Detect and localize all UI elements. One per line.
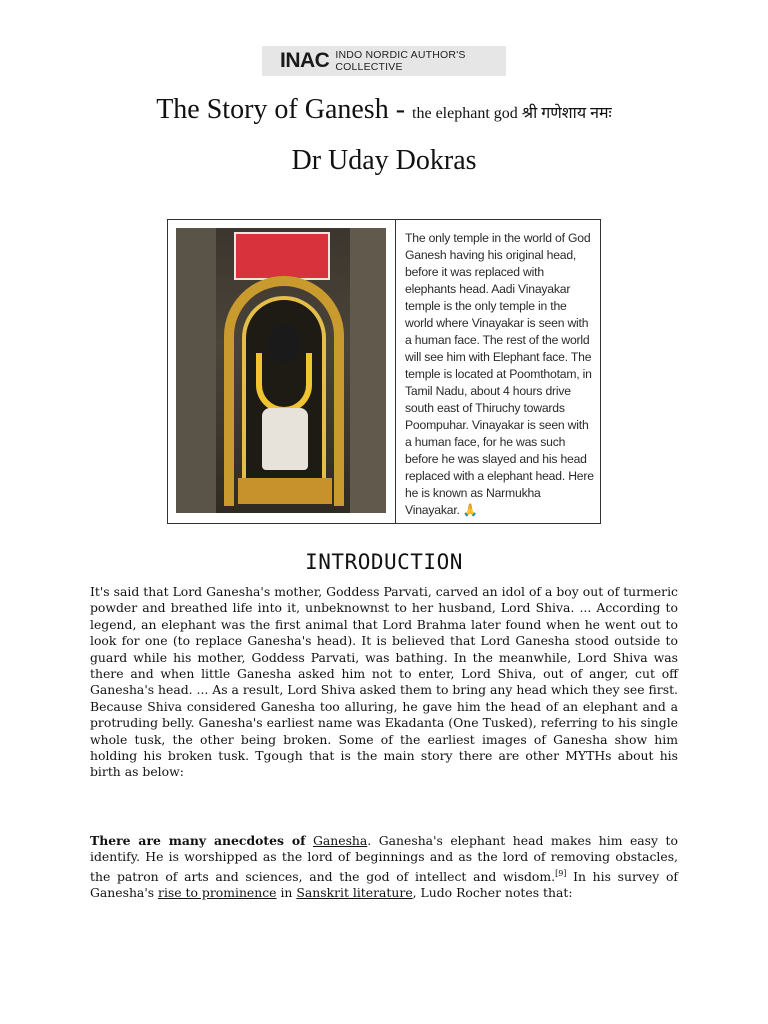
title-subtitle: the elephant god श्री गणेशाय नमः (412, 105, 612, 122)
shrine-base (238, 478, 332, 504)
para2-text-1: . Ganesha's elephant head makes him easy to identify. He is worshipped as the lord of beginnings and as the lord of removing obstacles, the patron of arts and sciences, and the god of intellect and wisdom. (90, 833, 678, 884)
title-main: The Story of Ganesh - (156, 94, 413, 125)
para2-text-3: in (276, 885, 297, 901)
temple-photo (176, 228, 386, 513)
reference-link-9[interactable]: [9] (555, 868, 567, 878)
para2-text-2: In his survey of Ganesha's (90, 868, 678, 901)
logo-mark: INAC (280, 49, 330, 72)
intro-paragraph: It's said that Lord Ganesha's mother, Goddess Parvati, carved an idol of a boy out of turmeric powder and breathed life into it, unbeknownst to her husband, Lord Shiva. ... According to legend, an elephant was the first animal that Lord Brahma later found when he went out to look for one (to replace Ganesha's head). It is believed that Lord Ganesha stood outside to guard while his mother, Goddess Parvati, was bathing. In the meanwhile, Lord Shiva was there and when little Ganesha asked him not to enter, Lord Shiva, out of anger, cut off Ganesha's head. ... As a result, Lord Shiva asked them to bring any head which they see first. Because Shiva considered Ganesha too alluring, he gave him the head of an elephant and a protruding belly. Ganesha's earliest name was Ekadanta (One Tusked), referring to his single whole tusk, the other being broken. Some of the earliest images of Ganesha show him holding his broken tusk. Tgough that is the main story there are other MYTHs about his birth as below: (90, 584, 678, 780)
introduction-heading: INTRODUCTION (305, 550, 463, 574)
figure-divider (395, 220, 396, 523)
photo-wall-right (350, 228, 386, 513)
anecdotes-bold-lead: There are many anecdotes of (90, 833, 306, 848)
praying-hands-icon: 🙏 (462, 503, 478, 517)
deity-garland (256, 353, 312, 413)
caption-text: The only temple in the world of God Ganesh having his original head, before it was replaced with elephants head. Aadi Vinayakar temple is the only temple in the world where Vinayakar is seen with a human face. The rest of the world will see him with Elephant face. The temple is located at Poomthotam, in Tamil Nadu, about 4 hours drive south east of Thiruchy towards Poompuhar. Vinayakar is seen with a human face, for he was such before he was slayed and his head replaced with a elephant head. Here he is known as Narmukha Vinayakar. (405, 231, 594, 517)
inac-logo (262, 46, 506, 76)
figure-caption (405, 230, 595, 519)
author-name: Dr Uday Dokras (291, 145, 477, 176)
temple-signboard (234, 232, 330, 280)
document-title (0, 94, 768, 126)
logo-text: INDO NORDIC AUTHOR'S COLLECTIVE (335, 49, 466, 73)
photo-wall-left (176, 228, 216, 513)
link-rise-to-prominence[interactable]: rise to prominence (158, 885, 277, 901)
para2-text-4: , Ludo Rocher notes that: (412, 885, 573, 901)
deity-body (262, 408, 308, 470)
link-sanskrit-literature[interactable]: Sanskrit literature (296, 885, 413, 901)
temple-figure (167, 219, 601, 524)
link-ganesha[interactable]: Ganesha (312, 833, 368, 848)
anecdotes-paragraph (90, 833, 678, 902)
